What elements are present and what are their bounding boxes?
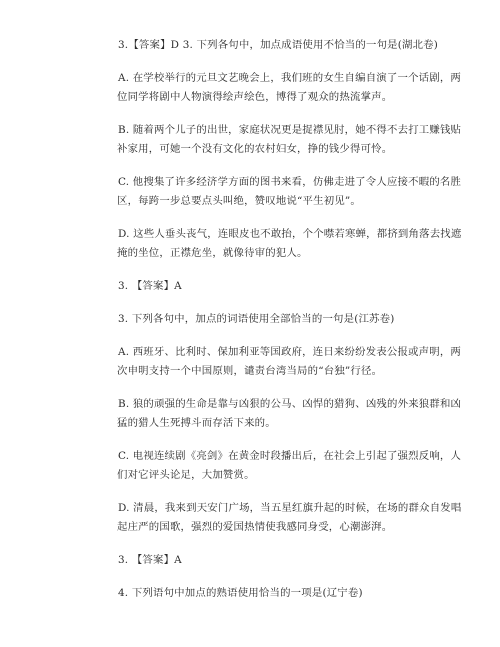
answer-and-question-heading: 3.【答案】D 3. 下列各句中，加点成语使用不恰当的一句是(湖北卷)	[118, 39, 439, 51]
option-line: A. 西班牙、比利时、保加利亚等国政府，连日来纷纷发表公报或声明，两	[118, 346, 462, 358]
option-line: B. 狼的顽强的生命是靠与凶狠的公马、凶悍的猎狗、凶残的外来狼群和凶	[118, 398, 462, 410]
option-line: 位同学将剧中人物演得绘声绘色，博得了观众的热流掌声。	[117, 91, 393, 103]
option-line: A. 在学校举行的元旦文艺晚会上，我们班的女生自编自演了一个话剧，两	[118, 72, 462, 84]
option-line: D. 清晨，我来到天安门广场，当五星红旗升起的时候，在场的群众自发唱	[118, 502, 462, 514]
option-paragraph	[117, 499, 462, 537]
question-heading: 4. 下列语句中加点的熟语使用恰当的一项是(辽宁卷)	[118, 587, 363, 599]
option-line: C. 他搜集了许多经济学方面的图书来看，仿佛走进了令人应接不暇的名胜	[118, 176, 462, 188]
option-paragraph	[117, 121, 462, 159]
answer-line: 3. 【答案】A	[118, 554, 182, 566]
option-line: D. 这些人垂头丧气，连眼皮也不敢抬，个个噤若寒蝉，都挤到角落去找遮	[118, 228, 462, 240]
option-line: 次申明支持一个中国原则，谴责台湾当局的“台独”行径。	[117, 365, 383, 377]
option-paragraph	[117, 225, 462, 263]
option-line: 区，每跨一步总要点头叫绝，赞叹地说“平生初见”。	[117, 195, 362, 207]
option-line: 们对它评头论足，大加赞赏。	[117, 469, 255, 481]
option-line: B. 随着两个儿子的出世，家庭状况更是捉襟见肘，她不得不去打工赚钱贴	[118, 124, 462, 136]
option-paragraph	[117, 395, 462, 433]
option-line: 猛的猎人生死搏斗而存活下来的。	[117, 417, 276, 429]
option-paragraph	[117, 173, 462, 211]
question-heading: 3. 下列各句中，加点的词语使用全部恰当的一句是(江苏卷)	[118, 313, 395, 325]
option-paragraph	[117, 69, 462, 107]
option-paragraph	[117, 343, 462, 381]
answer-line: 3. 【答案】A	[118, 280, 182, 292]
option-line: 补家用，可她一个没有文化的农村妇女，挣的钱少得可怜。	[117, 143, 393, 155]
option-paragraph	[117, 447, 462, 485]
option-line: C. 电视连续剧《亮剑》在黄金时段播出后，在社会上引起了强烈反响，人	[118, 450, 462, 462]
option-line: 掩的坐位，正襟危坐，就像待审的犯人。	[117, 247, 308, 259]
option-line: 起庄严的国歌，强烈的爱国热情使我感同身受，心潮澎湃。	[117, 521, 393, 533]
